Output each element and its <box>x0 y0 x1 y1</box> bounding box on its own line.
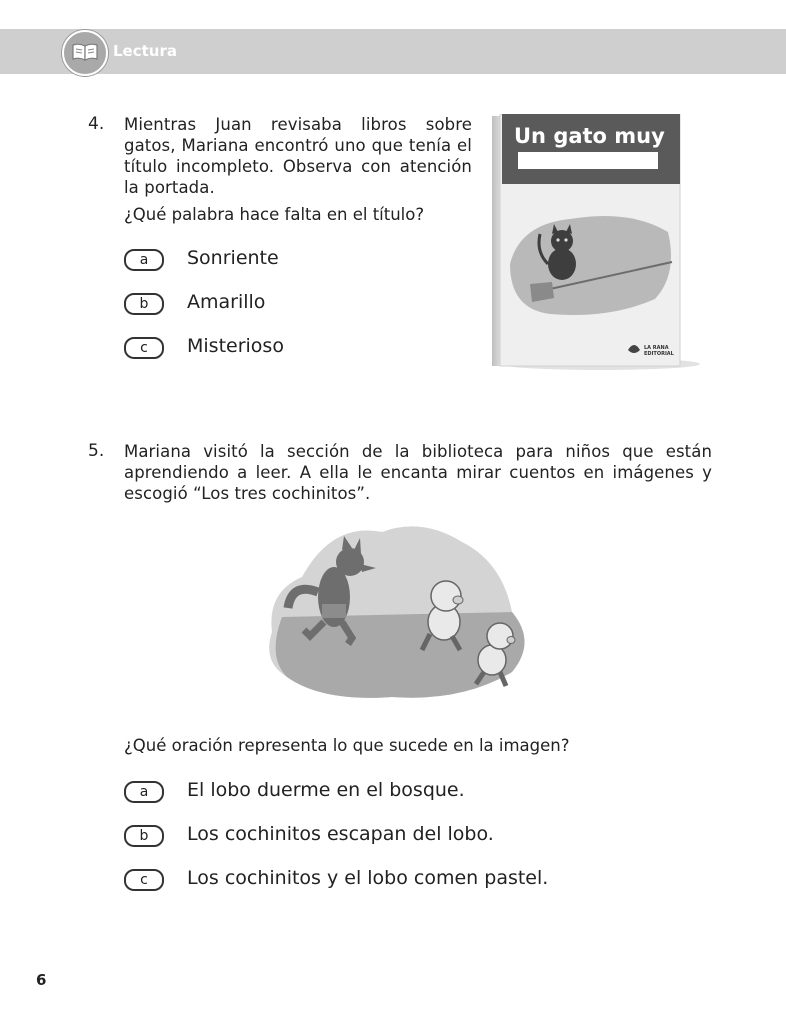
option-text: Los cochinitos escapan del lobo. <box>187 823 494 845</box>
option-letter[interactable]: c <box>124 337 164 359</box>
question-4-number: 4. <box>88 114 105 134</box>
book-publisher-logo <box>644 345 674 357</box>
option-text: Amarillo <box>187 291 266 313</box>
question-4-text: Mientras Juan revisaba libros sobre gatos, Mariana encontró uno que tenía el título incompleto. Observa con atención la portada. <box>124 115 472 197</box>
book-cover-title: Un gato muy <box>514 124 665 148</box>
question-5-text: Mariana visitó la sección de la biblioteca para niños que están aprendiendo a leer. A ella le encanta mirar cuentos en imágenes y escogió “Los tres cochinitos”. <box>124 442 712 503</box>
three-little-pigs-illustration <box>262 512 542 706</box>
option-letter[interactable]: b <box>124 293 164 315</box>
option-text: Los cochinitos y el lobo comen pastel. <box>187 867 549 889</box>
option-text: Misterioso <box>187 335 284 357</box>
wolf-chasing-pigs-image <box>262 512 542 702</box>
option-letter[interactable]: c <box>124 869 164 891</box>
section-title: Lectura <box>113 42 177 60</box>
option-text: El lobo duerme en el bosque. <box>187 779 465 801</box>
question-5-prompt: ¿Qué oración representa lo que sucede en la imagen? <box>124 736 570 755</box>
question-4-prompt: ¿Qué palabra hace falta en el título? <box>124 205 425 224</box>
option-letter[interactable]: a <box>124 781 164 803</box>
page-number: 6 <box>36 971 47 989</box>
book-cover <box>490 114 700 372</box>
book-cover-illustration <box>490 114 700 372</box>
book-icon <box>71 42 99 62</box>
section-badge <box>62 30 108 76</box>
option-text: Sonriente <box>187 247 279 269</box>
question-5-number: 5. <box>88 441 105 461</box>
option-letter[interactable]: a <box>124 249 164 271</box>
option-letter[interactable]: b <box>124 825 164 847</box>
publisher-subtitle: EDITORIAL <box>644 351 674 357</box>
publisher-name: LA RANA <box>644 345 669 351</box>
